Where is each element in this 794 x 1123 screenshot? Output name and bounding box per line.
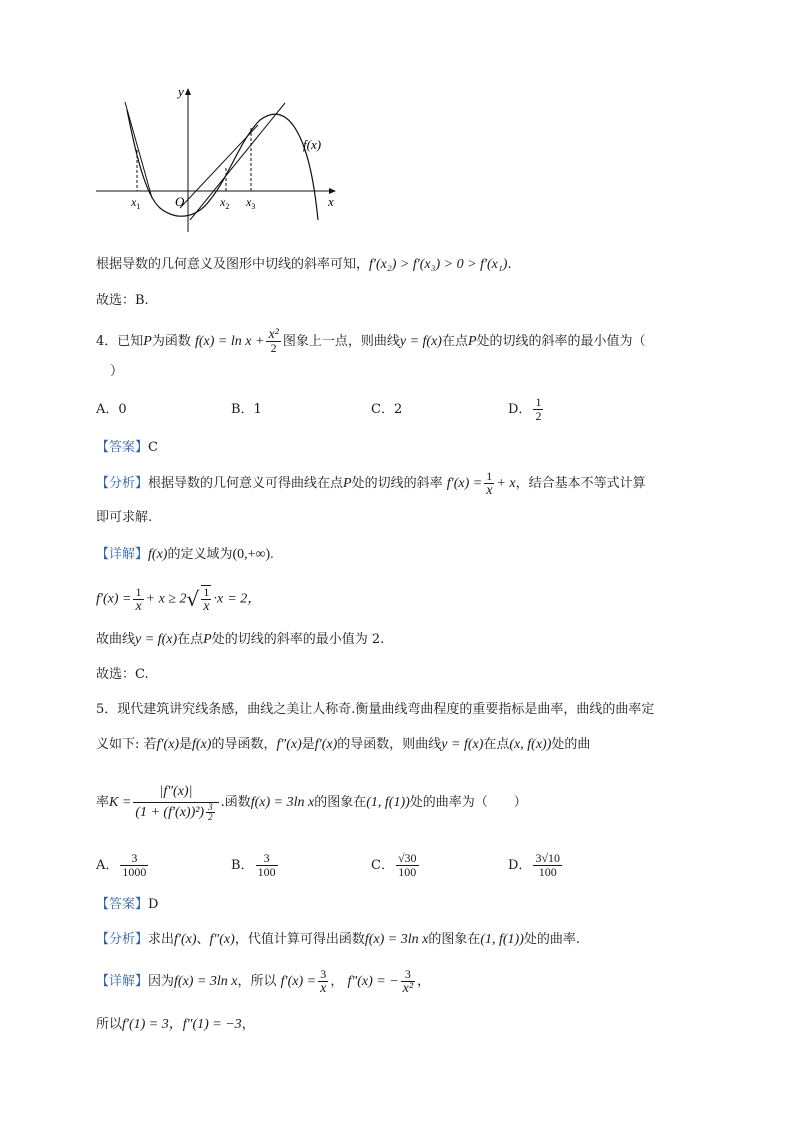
q4-option-b: B．1 — [231, 402, 262, 417]
y-axis-arrow — [185, 88, 191, 95]
q4-final: 故选：C. — [96, 667, 149, 682]
q4-detail-conclusion: 故曲线y = f(x)在点P处的切线的斜率的最小值为 2. — [96, 632, 385, 647]
x2-label: $x_2$ — [220, 195, 230, 211]
q5-stem-line3: 率K = |f″(x)| (1 + (f′(x))²) $\frac{3}{2}$ .函数f(x) = 3ln x的图象在(1, f(1))处的曲率为（ ） — [96, 784, 527, 823]
q5-stem-line1: 5．现代建筑讲究线条感，曲线之美让人称奇.衡量曲线弯曲程度的重要指标是曲率，曲线的曲率定 — [96, 702, 655, 717]
q5-option-d: D． $\frac{3√10}{100}$ — [508, 851, 561, 879]
q5-option-b: B． $\frac{3}{100}$ — [231, 851, 276, 879]
y-label: y — [178, 84, 184, 99]
x3-label: $x_3$ — [246, 195, 256, 211]
q4-option-c: C．2 — [371, 402, 403, 417]
q4-inequality: f′(x) = $\frac{1}{x}$ + x ≥ 2√ $\frac{1}{x}$ ·x = 2， — [96, 584, 262, 614]
q5-option-a: A． $\frac{3}{1000}$ — [96, 851, 147, 879]
q5-answer: 【答案】D — [96, 897, 159, 912]
q3-conclusion: 根据导数的几何意义及图形中切线的斜率可知，f′(x₂) > f′(x₃) > 0 > f′(x₁). — [96, 257, 512, 272]
tangent-x1 — [125, 102, 152, 198]
q4-analysis: 【分析】根据导数的几何意义可得曲线在点P处的切线的斜率 f′(x) = $\frac{1}{x}$ + x，结合基本不等式计算 — [96, 469, 646, 498]
origin-label: O — [175, 194, 185, 209]
q3-answer: 故选：B. — [96, 293, 149, 308]
q4-analysis-2: 即可求解. — [96, 510, 153, 525]
q4-option-a: A．0 — [96, 402, 127, 417]
q4-detail: 【详解】f(x)的定义域为(0,+∞). — [96, 547, 274, 562]
q4-stem: 4．已知P为函数 f(x) = ln x + $\frac{\text{x²}}{2}$ 图象上一点，则曲线y = f(x)在点P处的切线的斜率的最小值为（ — [96, 327, 646, 355]
q4-close: ） — [110, 364, 124, 379]
x-label: x — [328, 194, 334, 209]
q4-answer: 【答案】C — [96, 440, 158, 455]
x1-label: $x_1$ — [131, 195, 141, 211]
q5-last-line: 所以f′(1) = 3，f″(1) = −3， — [96, 1017, 255, 1032]
fx-label: f(x) — [303, 137, 322, 152]
tangent-x3 — [190, 103, 285, 220]
function-graph — [90, 80, 350, 240]
q4-option-d: D． $\frac{1}{2}$ — [508, 395, 542, 423]
q5-stem-line2: 义如下: 若f′(x)是f(x)的导函数，f″(x)是f′(x)的导函数，则曲线y = f(x)在点(x, f(x))处的曲 — [96, 737, 591, 752]
q5-analysis: 【分析】求出f′(x)、f″(x)，代值计算可得出函数f(x) = 3ln x的图象在(1, f(1))处的曲率. — [96, 932, 581, 947]
q5-detail: 【详解】因为f(x) = 3ln x，所以 f′(x) = $\frac{3}{x}$ ， f″(x) = − $\frac{3}{\text{x²}}$ ， — [96, 967, 431, 996]
q5-option-c: C． $\frac{√30}{100}$ — [371, 851, 417, 879]
